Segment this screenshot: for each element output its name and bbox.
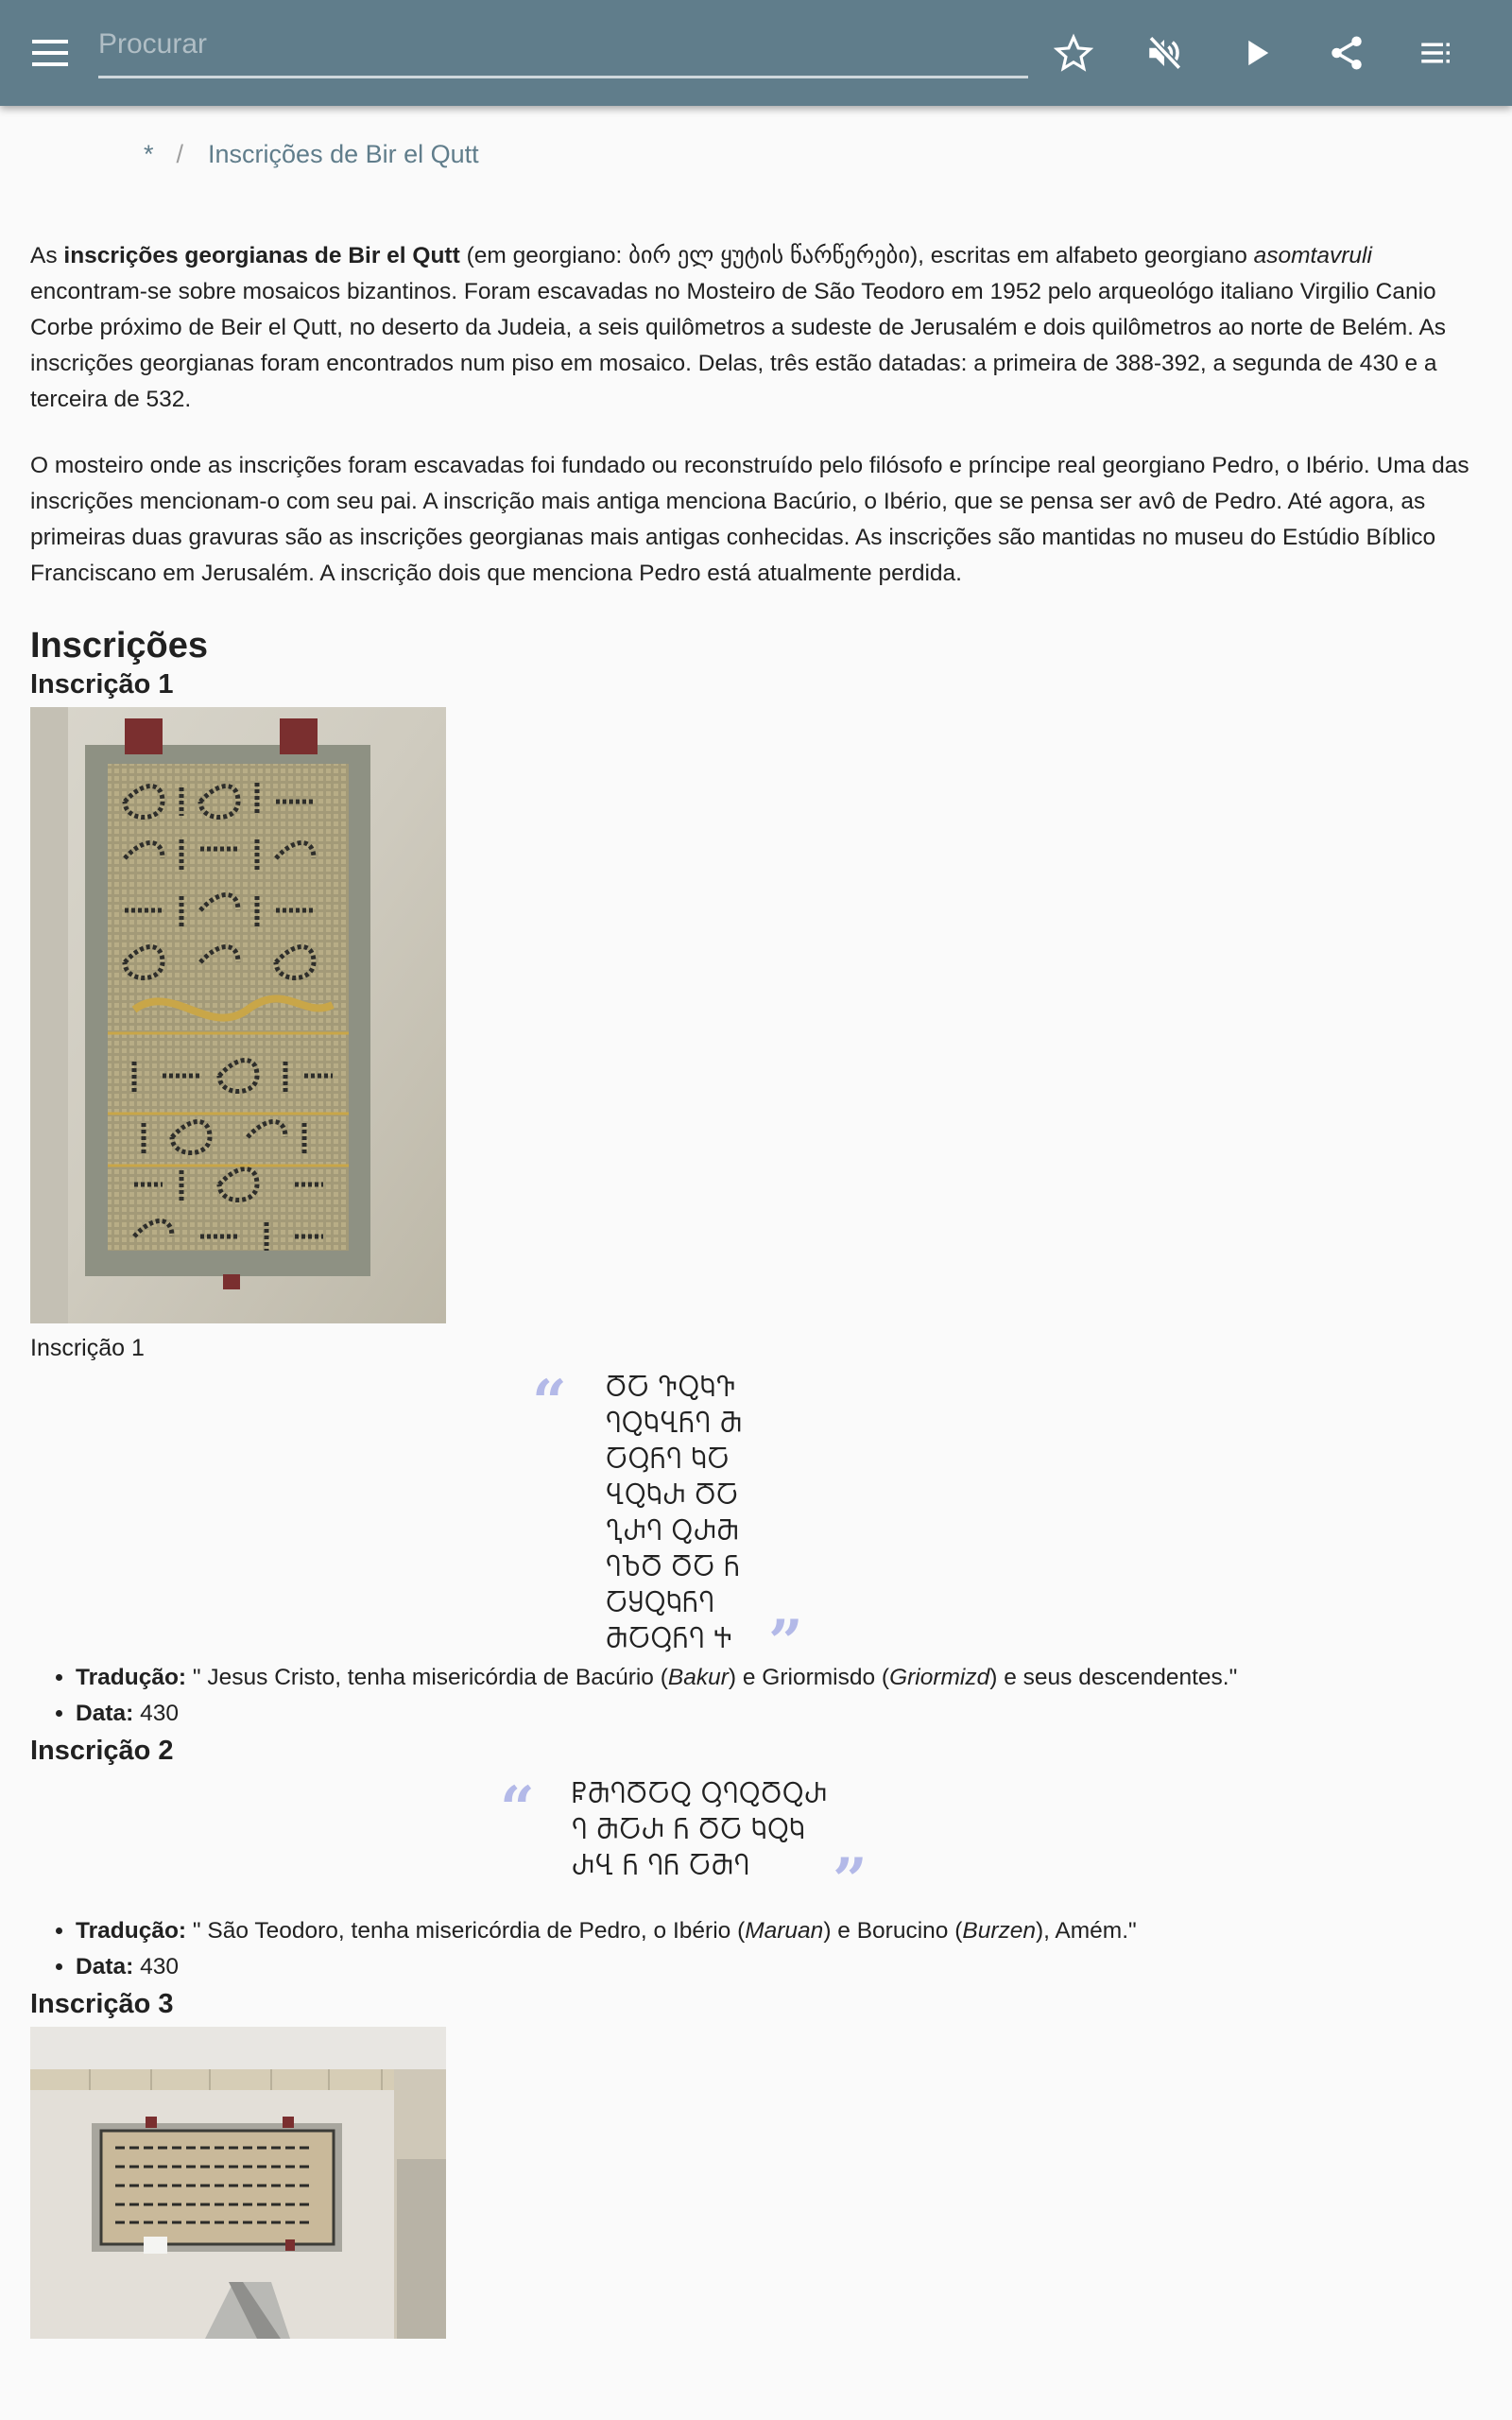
section-heading: Inscrições — [30, 626, 208, 666]
text: ), Amém." — [1036, 1918, 1137, 1944]
open-quote-icon: “ — [532, 1367, 567, 1438]
name: Maruan — [745, 1918, 824, 1944]
label: Tradução: — [76, 1918, 187, 1944]
article-subject: inscrições georgianas de Bir el Qutt — [63, 243, 460, 268]
app-bar — [0, 0, 1512, 106]
search-input[interactable] — [98, 17, 1028, 72]
script-name: asomtavruli — [1253, 243, 1372, 268]
text: " São Teodoro, tenha misericórdia de Pedro, o Ibério ( — [192, 1918, 746, 1944]
translation-item — [76, 1913, 1486, 1949]
label: Data: — [76, 1701, 134, 1726]
inscription-2-heading: Inscrição 2 — [30, 1736, 174, 1766]
quote-line: ႤႦႣ ႣႠ Ⴌ — [606, 1554, 741, 1582]
quote-line: ႤႭႩႡႬႤ Ⴋ — [606, 1410, 743, 1439]
quote-line: ႠႳႬႤ ႩႠ — [606, 1446, 730, 1475]
quote-line: Ⴄ ႫႠႰ Ⴌ ႣႠ ႩႭႩ — [572, 1817, 806, 1845]
text: ) e seus descendentes." — [989, 1665, 1238, 1690]
bookmark-button[interactable] — [1043, 23, 1104, 83]
play-icon — [1237, 33, 1277, 73]
share-icon — [1327, 33, 1366, 73]
playlist-icon — [1417, 33, 1456, 73]
inscription-1-facts — [30, 1660, 1486, 1732]
label: Tradução: — [76, 1665, 187, 1690]
inscription-3-heading: Inscrição 3 — [30, 1989, 174, 2019]
contents-button[interactable] — [1406, 23, 1467, 83]
intro-paragraph-2: O mosteiro onde as inscrições foram escavadas foi fundado ou reconstruído pelo filósofo e príncipe real georgiano Pedro, o Ibério. Uma das inscrições mencionam-o com seu pai. A inscrição mais antiga menciona Bacúrio, o Ibério, que se pensa ser avô de Pedro. Até agora, as primeiras duas gravuras são as inscrições georgianas mais antigas conhecidas. As inscrições são mantidas no museu do Estúdio Bíblico Franciscano em Jerusalém. A inscrição dois que menciona Pedro está atualmente perdida. — [30, 453, 1469, 586]
close-quote-icon: ” — [768, 1607, 803, 1678]
quote-line: ႼႫႤႣႠႭ ႳႤႭႣႭႰ — [572, 1781, 828, 1809]
quote-line: ႣႠ ႥႭႩႥ — [606, 1374, 736, 1403]
museum-photo — [30, 2027, 446, 2339]
name: Griormizd — [889, 1665, 990, 1690]
intro-paragraph-1 — [30, 238, 1486, 418]
quote-line: ႠႸႭႩႬႤ — [606, 1590, 715, 1618]
text: (em georgiano: ბირ ელ ყუტის წარწერები), escritas em alfabeto georgiano — [459, 243, 1254, 268]
play-button[interactable] — [1227, 23, 1287, 83]
quote-line: ႡႭႩႰ ႣႠ — [606, 1482, 739, 1511]
text: ) e Borucino ( — [823, 1918, 963, 1944]
close-quote-icon: ” — [833, 1845, 868, 1916]
article-content — [30, 238, 1486, 2339]
value: 430 — [140, 1954, 179, 1979]
star-icon — [1054, 33, 1093, 73]
open-quote-icon: “ — [500, 1773, 535, 1844]
text: ) e Griormisdo ( — [728, 1665, 890, 1690]
date-item — [76, 1696, 1486, 1732]
name: Bakur — [667, 1665, 729, 1690]
inscription-1-heading: Inscrição 1 — [30, 669, 174, 700]
text: encontram-se sobre mosaicos bizantinos. Foram escavadas no Mosteiro de São Teodoro em 1952 pelo arqueológo italiano Virgilio Canio Corbe próximo de Beir el Qutt, no deserto da Judeia, a seis quilômetros a sudeste de Jerusalém e dois quilômetros ao norte de Belém. As inscrições georgianas foram encontrados num piso em mosaico. Delas, três estão datadas: a primeira de 388-392, a segunda de 430 e a terceira de 532. — [30, 279, 1447, 412]
inscription-1-caption: Inscrição 1 — [30, 1335, 145, 1361]
volume-off-icon — [1144, 33, 1184, 73]
quote-line: ႢႰႤ ႭႰႫ — [606, 1518, 740, 1547]
quote-line: ႰႡ Ⴌ ႤႬ ႠႫႤ — [572, 1853, 750, 1881]
breadcrumb-home[interactable]: * — [144, 140, 154, 168]
share-button[interactable] — [1316, 23, 1377, 83]
inscription-3-image[interactable] — [30, 2027, 446, 2339]
mosaic-photo — [30, 707, 446, 1323]
breadcrumb-current[interactable]: Inscrições de Bir el Qutt — [208, 140, 479, 168]
inscription-1-image[interactable] — [30, 707, 446, 1323]
text: " Jesus Cristo, tenha misericórdia de Bacúrio ( — [192, 1665, 668, 1690]
label: Data: — [76, 1954, 134, 1979]
breadcrumb-separator: / — [176, 140, 184, 168]
search-field[interactable] — [98, 17, 1028, 78]
name: Burzen — [962, 1918, 1037, 1944]
inscription-2-quote — [500, 1773, 868, 1916]
quote-line: ႫႠႳႬႤ Ⴕ — [606, 1626, 733, 1654]
breadcrumb — [144, 140, 479, 169]
text: As — [30, 243, 64, 268]
menu-icon[interactable] — [32, 40, 68, 66]
inscription-2-facts — [30, 1913, 1486, 1985]
date-item — [76, 1949, 1486, 1985]
value: 430 — [140, 1701, 179, 1726]
quote-text — [606, 1371, 743, 1658]
mute-button[interactable] — [1134, 23, 1194, 83]
quote-text — [572, 1777, 828, 1885]
